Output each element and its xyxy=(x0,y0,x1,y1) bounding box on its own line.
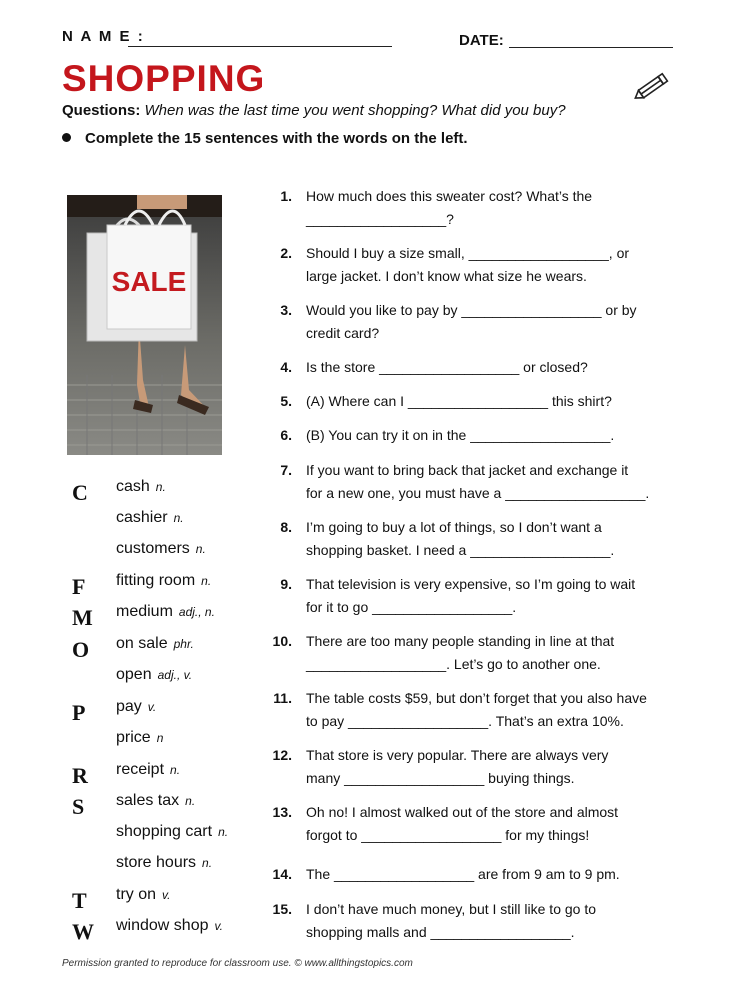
word-text: medium xyxy=(116,603,173,620)
word-entry xyxy=(116,666,192,684)
sentence-text: That store is very popular. There are always very many __________________ buying things. xyxy=(306,747,609,786)
sentence-number: 14. xyxy=(272,866,292,882)
part-of-speech: phr. xyxy=(173,637,194,651)
part-of-speech: n xyxy=(156,731,164,745)
bullet-icon xyxy=(62,133,71,142)
sentence-text: (A) Where can I __________________ this shirt? xyxy=(306,393,612,409)
word-text: open xyxy=(116,666,152,683)
sentence-number: 2. xyxy=(280,245,292,261)
word-entry xyxy=(116,635,194,653)
part-of-speech: v. xyxy=(147,700,157,714)
word-entry xyxy=(116,792,195,810)
word-text: store hours xyxy=(116,854,197,871)
index-letter: W xyxy=(72,919,94,944)
part-of-speech: adj., v. xyxy=(157,668,193,682)
sentence-text: Should I buy a size small, __________________, or large jacket. I don’t know what size he wears. xyxy=(306,245,630,284)
index-letter: R xyxy=(72,763,88,788)
word-entry xyxy=(116,540,206,558)
word-text: window shop xyxy=(116,917,209,934)
pencil-icon xyxy=(632,70,672,104)
word-list-item xyxy=(62,509,262,537)
word-text: cash xyxy=(116,478,150,495)
sentence-text: Would you like to pay by __________________ or by credit card? xyxy=(306,302,637,341)
word-list-item xyxy=(62,540,262,568)
word-text: cashier xyxy=(116,509,168,526)
word-list-item xyxy=(62,478,262,506)
word-text: pay xyxy=(116,698,142,715)
index-letter: F xyxy=(72,574,86,599)
sentence-number: 10. xyxy=(272,633,292,649)
sentence-number: 8. xyxy=(280,519,292,535)
index-letter: O xyxy=(72,637,90,662)
word-entry xyxy=(116,698,156,716)
sentence-number: 4. xyxy=(280,359,292,375)
word-text: receipt xyxy=(116,761,165,778)
sentence-text: I’m going to buy a lot of things, so I don’t want a shopping basket. I need a __________________. xyxy=(306,519,615,558)
sentence-number: 6. xyxy=(280,427,292,443)
page-title: SHOPPING xyxy=(62,58,266,99)
date-blank-line xyxy=(509,47,673,48)
index-letter: M xyxy=(72,605,93,630)
word-entry xyxy=(116,917,223,935)
word-entry xyxy=(116,854,212,872)
word-text: on sale xyxy=(116,635,168,652)
part-of-speech: n. xyxy=(202,856,213,870)
word-text: customers xyxy=(116,540,190,557)
index-letter: P xyxy=(72,700,86,725)
questions-text: When was the last time you went shopping? What did you buy? xyxy=(144,102,566,119)
part-of-speech: n. xyxy=(173,511,184,525)
name-blank-line xyxy=(128,46,392,47)
footer-credit: Permission granted to reproduce for classroom use. © www.allthingstopics.com xyxy=(62,958,413,969)
part-of-speech: n. xyxy=(155,480,166,494)
word-entry xyxy=(116,509,184,527)
part-of-speech: v. xyxy=(214,919,223,933)
word-entry xyxy=(116,478,166,496)
word-entry xyxy=(116,603,215,621)
sale-bag-text: SALE xyxy=(111,266,187,297)
sentence-number: 5. xyxy=(280,393,292,409)
word-list-item xyxy=(62,761,262,789)
word-text: fitting room xyxy=(116,572,196,589)
sentence-number: 9. xyxy=(280,576,292,592)
word-entry xyxy=(116,729,163,747)
sentence-number: 11. xyxy=(273,690,292,706)
sentence-text: Is the store __________________ or closed? xyxy=(306,359,588,375)
sentence-text: The table costs $59, but don’t forget that you also have to pay __________________. That’s an extra 10%. xyxy=(306,690,647,729)
index-letter: C xyxy=(72,480,88,505)
word-list-item xyxy=(62,729,262,757)
part-of-speech: n. xyxy=(185,794,196,808)
sentence-number: 3. xyxy=(280,302,292,318)
word-entry xyxy=(116,886,170,904)
date-label: DATE: xyxy=(459,32,504,49)
part-of-speech: n. xyxy=(201,574,212,588)
word-list-item xyxy=(62,698,262,726)
word-list-item xyxy=(62,792,262,820)
sentence-text: There are too many people standing in line at that __________________. Let’s go to another one. xyxy=(306,633,615,672)
word-entry xyxy=(116,761,180,779)
questions-line xyxy=(62,102,566,119)
name-label: N A M E : xyxy=(62,28,145,45)
word-text: try on xyxy=(116,886,157,903)
word-text: shopping cart xyxy=(116,823,213,840)
word-entry xyxy=(116,823,228,841)
sentence-number: 12. xyxy=(272,747,292,763)
word-list-item xyxy=(62,886,262,914)
word-list-item xyxy=(62,603,262,631)
part-of-speech: n. xyxy=(218,825,229,839)
word-list-item xyxy=(62,572,262,600)
sentence-number: 13. xyxy=(272,804,292,820)
word-list-item xyxy=(62,823,262,851)
word-list-item xyxy=(62,854,262,882)
part-of-speech: adj., n. xyxy=(178,605,215,619)
questions-label: Questions: xyxy=(62,102,141,119)
part-of-speech: n. xyxy=(170,763,181,777)
sentence-text: Oh no! I almost walked out of the store and almost forgot to __________________ for my things! xyxy=(306,804,619,843)
index-letter: T xyxy=(72,888,87,913)
sentence-number: 15. xyxy=(272,901,292,917)
sentence-number: 1. xyxy=(280,188,292,204)
sentence-text: That television is very expensive, so I’m going to wait for it to go __________________. xyxy=(306,576,636,615)
shopping-bag-photo xyxy=(67,195,222,455)
word-text: sales tax xyxy=(116,792,180,809)
part-of-speech: n. xyxy=(195,542,206,556)
instruction-text: Complete the 15 sentences with the words on the left. xyxy=(85,130,468,147)
sentence-text: How much does this sweater cost? What’s the __________________? xyxy=(306,188,593,227)
word-text: price xyxy=(116,729,151,746)
instruction xyxy=(62,130,468,147)
sentence-number: 7. xyxy=(280,462,292,478)
word-list-item xyxy=(62,917,262,945)
word-list-item xyxy=(62,666,262,694)
part-of-speech: v. xyxy=(162,888,171,902)
sentence-text: The __________________ are from 9 am to 9 pm. xyxy=(306,866,620,882)
sentence-text: If you want to bring back that jacket and exchange it for a new one, you must have a __________________. xyxy=(306,462,650,501)
word-list-item xyxy=(62,635,262,663)
sentence-text: I don’t have much money, but I still like to go to shopping malls and __________________. xyxy=(306,901,597,940)
index-letter: S xyxy=(72,794,85,819)
sentence-text: (B) You can try it on in the __________________. xyxy=(306,427,615,443)
word-entry xyxy=(116,572,211,590)
